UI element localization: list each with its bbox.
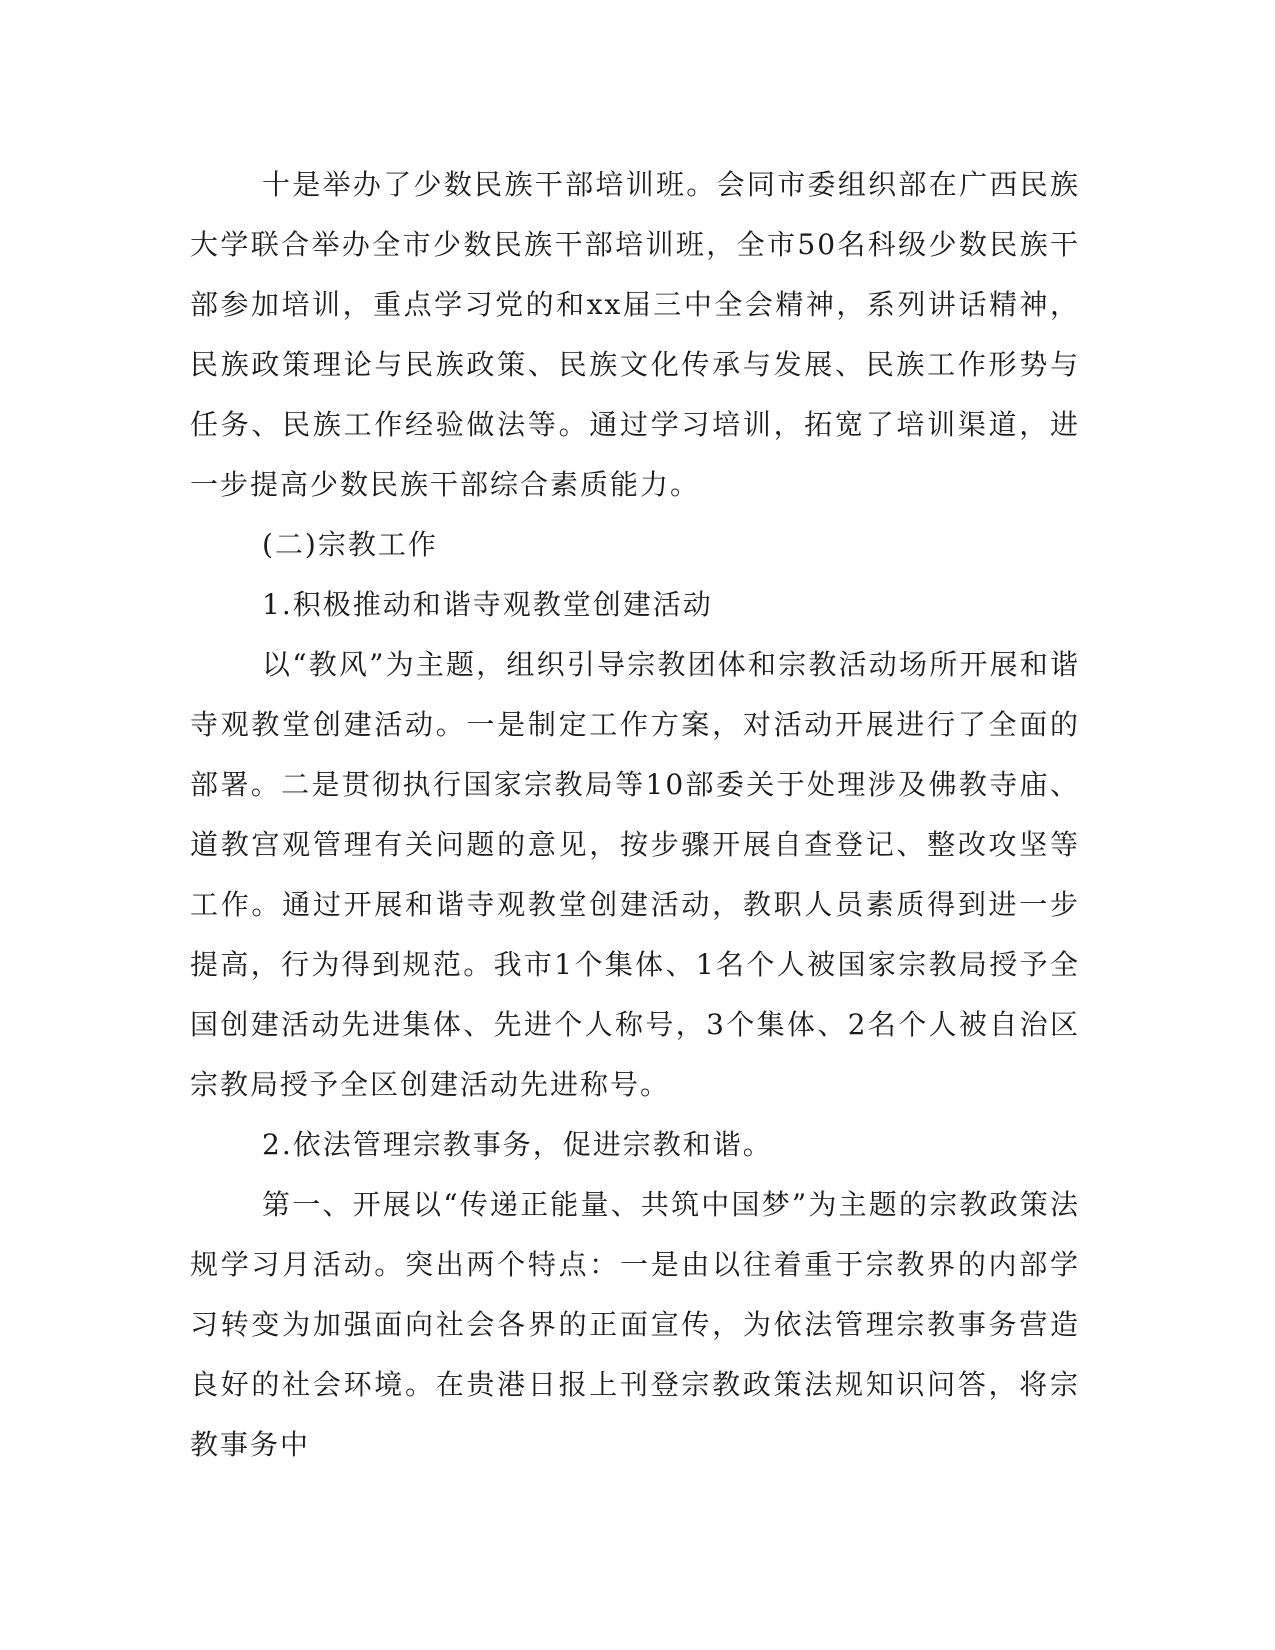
document-page xyxy=(190,155,1080,1475)
paragraph-minority-cadre-training: 十是举办了少数民族干部培训班。会同市委组织部在广西民族大学联合举办全市少数民族干部培训班，全市50名科级少数民族干部参加培训，重点学习党的和xx届三中全会精神，系列讲话精神，民族政策理论与民族政策、民族文化传承与发展、民族工作形势与任务、民族工作经验做法等。通过学习培训，拓宽了培训渠道，进一步提高少数民族干部综合素质能力。 xyxy=(190,168,1080,501)
paragraph-harmonious-temples: 以“教风”为主题，组织引导宗教团体和宗教活动场所开展和谐寺观教堂创建活动。一是制定工作方案，对活动开展进行了全面的部署。二是贯彻执行国家宗教局等10部委关于处理涉及佛教寺庙、道教宫观管理有关问题的意见，按步骤开展自查登记、整改攻坚等工作。通过开展和谐寺观教堂创建活动，教职人员素质得到进一步提高，行为得到规范。我市1个集体、1名个人被国家宗教局授予全国创建活动先进集体、先进个人称号，3个集体、2名个人被自治区宗教局授予全区创建活动先进称号。 xyxy=(190,648,1080,1101)
subheading-harmonious-temples: 1.积极推动和谐寺观教堂创建活动 xyxy=(262,588,713,621)
paragraph-policy-study-month: 第一、开展以“传递正能量、共筑中国梦”为主题的宗教政策法规学习月活动。突出两个特点：一是由以往着重于宗教界的内部学习转变为加强面向社会各界的正面宣传，为依法管理宗教事务营造良好的社会环境。在贵港日报上刊登宗教政策法规知识问答，将宗教事务中 xyxy=(190,1188,1080,1461)
section-heading-religious-work: (二)宗教工作 xyxy=(262,528,438,561)
subheading-religious-affairs: 2.依法管理宗教事务，促进宗教和谐。 xyxy=(262,1128,773,1161)
